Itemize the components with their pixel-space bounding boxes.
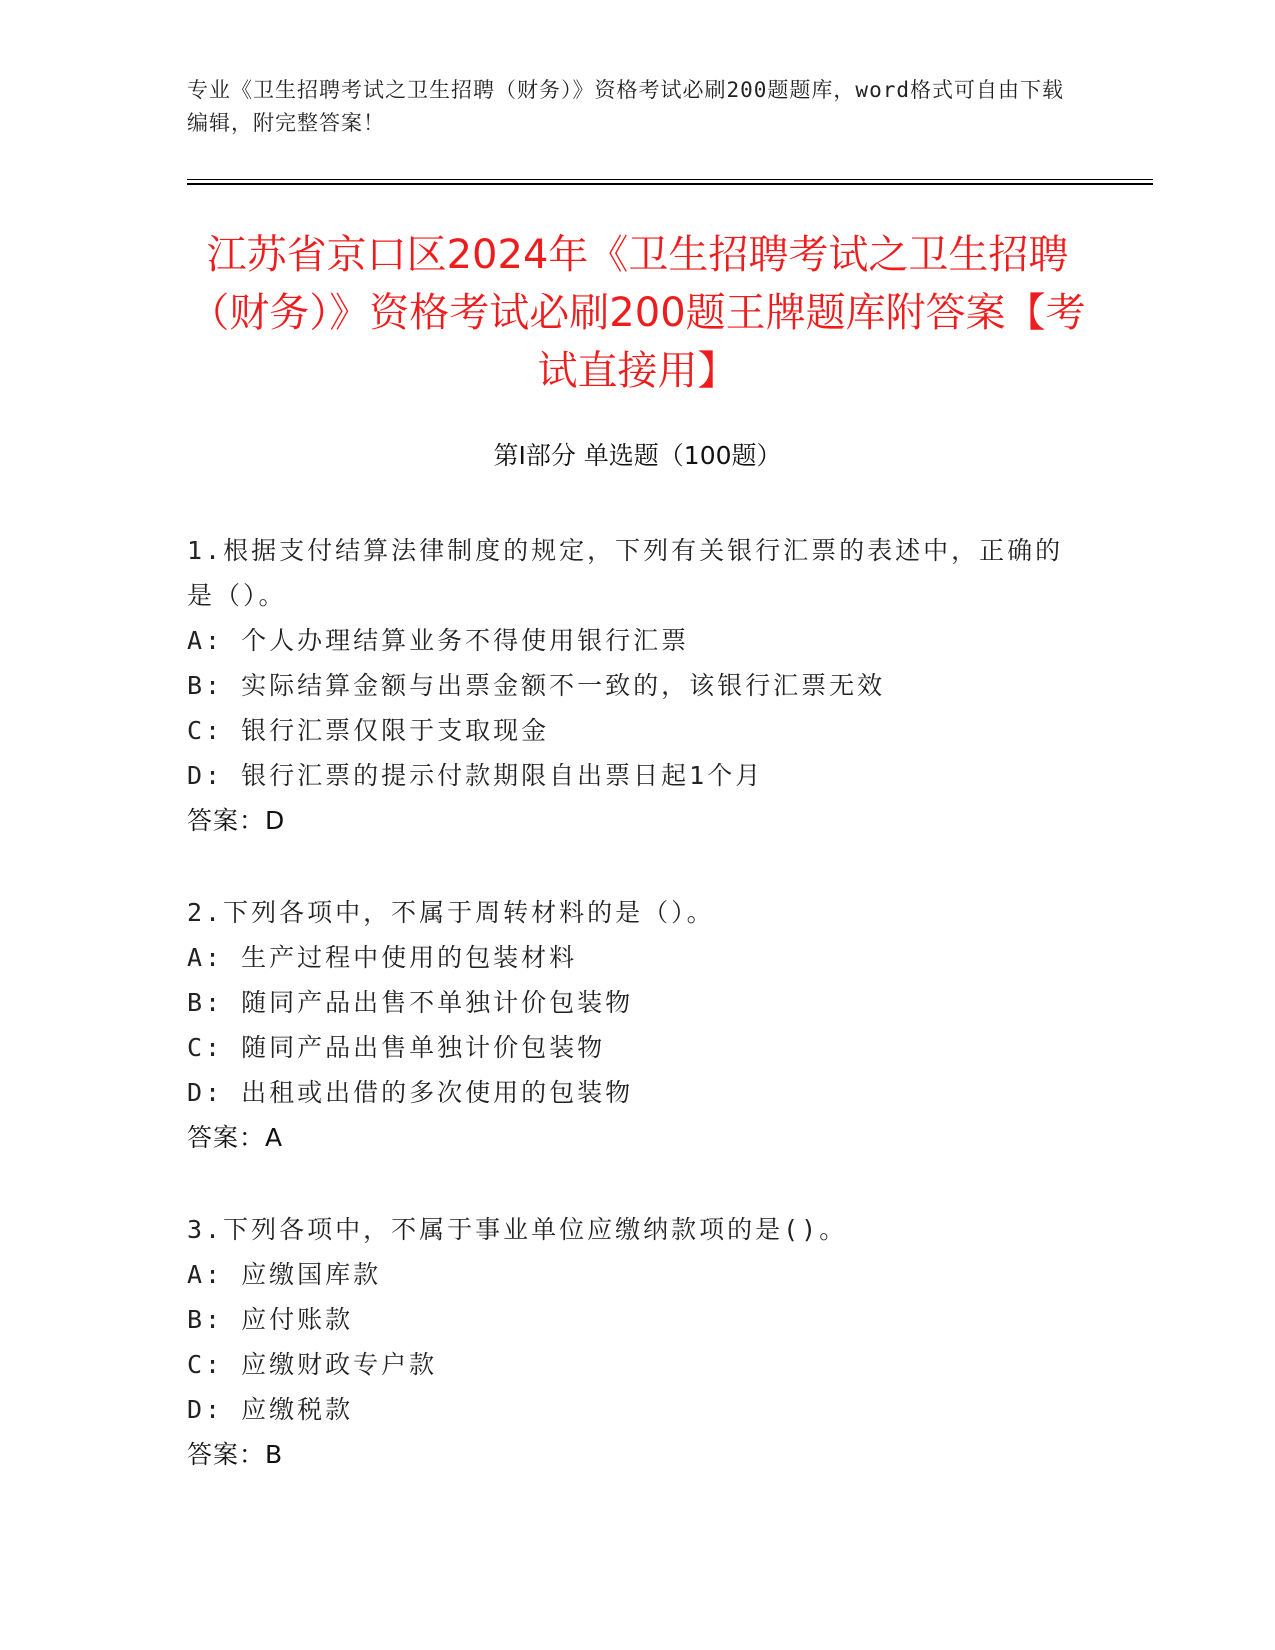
option-b: B: 应付账款 [187,1305,354,1334]
section-heading: 第Ⅰ部分 单选题（100题） [493,441,782,470]
document-title: 江苏省京口区2024年《卫生招聘考试之卫生招聘（财务）》资格考试必刷200题王牌题库附答案【考试直接用】 [189,232,1086,394]
question-stem: 2.下列各项中，不属于周转材料的是（）。 [187,898,715,927]
question-stem: 3.下列各项中，不属于事业单位应缴纳款项的是()。 [187,1215,848,1244]
header-note: 专业《卫生招聘考试之卫生招聘（财务）》资格考试必刷200题题库，word格式可自由下载编辑，附完整答案！ [187,78,1064,135]
option-a: A: 生产过程中使用的包装材料 [187,943,578,972]
question-stem: 1.根据支付结算法律制度的规定，下列有关银行汇票的表述中，正确的是（）。 [187,536,1064,610]
option-d: D: 银行汇票的提示付款期限自出票日起1个月 [187,761,764,790]
option-c: C: 银行汇票仅限于支取现金 [187,716,550,745]
header-divider-thick [187,183,1153,185]
question-list [187,528,1067,1524]
option-b: B: 实际结算金额与出票金额不一致的，该银行汇票无效 [187,671,886,700]
question-2 [187,890,1067,1160]
option-c: C: 随同产品出售单独计价包装物 [187,1033,606,1062]
answer: 答案：D [187,806,286,835]
option-a: A: 个人办理结算业务不得使用银行汇票 [187,626,690,655]
header-divider-thin [187,179,1153,180]
option-d: D: 应缴税款 [187,1395,354,1424]
option-d: D: 出租或出借的多次使用的包装物 [187,1078,634,1107]
answer: 答案：B [187,1440,284,1469]
answer: 答案：A [187,1123,284,1152]
question-3 [187,1207,1067,1477]
question-1 [187,528,1067,843]
option-b: B: 随同产品出售不单独计价包装物 [187,988,634,1017]
option-a: A: 应缴国库款 [187,1260,382,1289]
option-c: C: 应缴财政专户款 [187,1350,438,1379]
